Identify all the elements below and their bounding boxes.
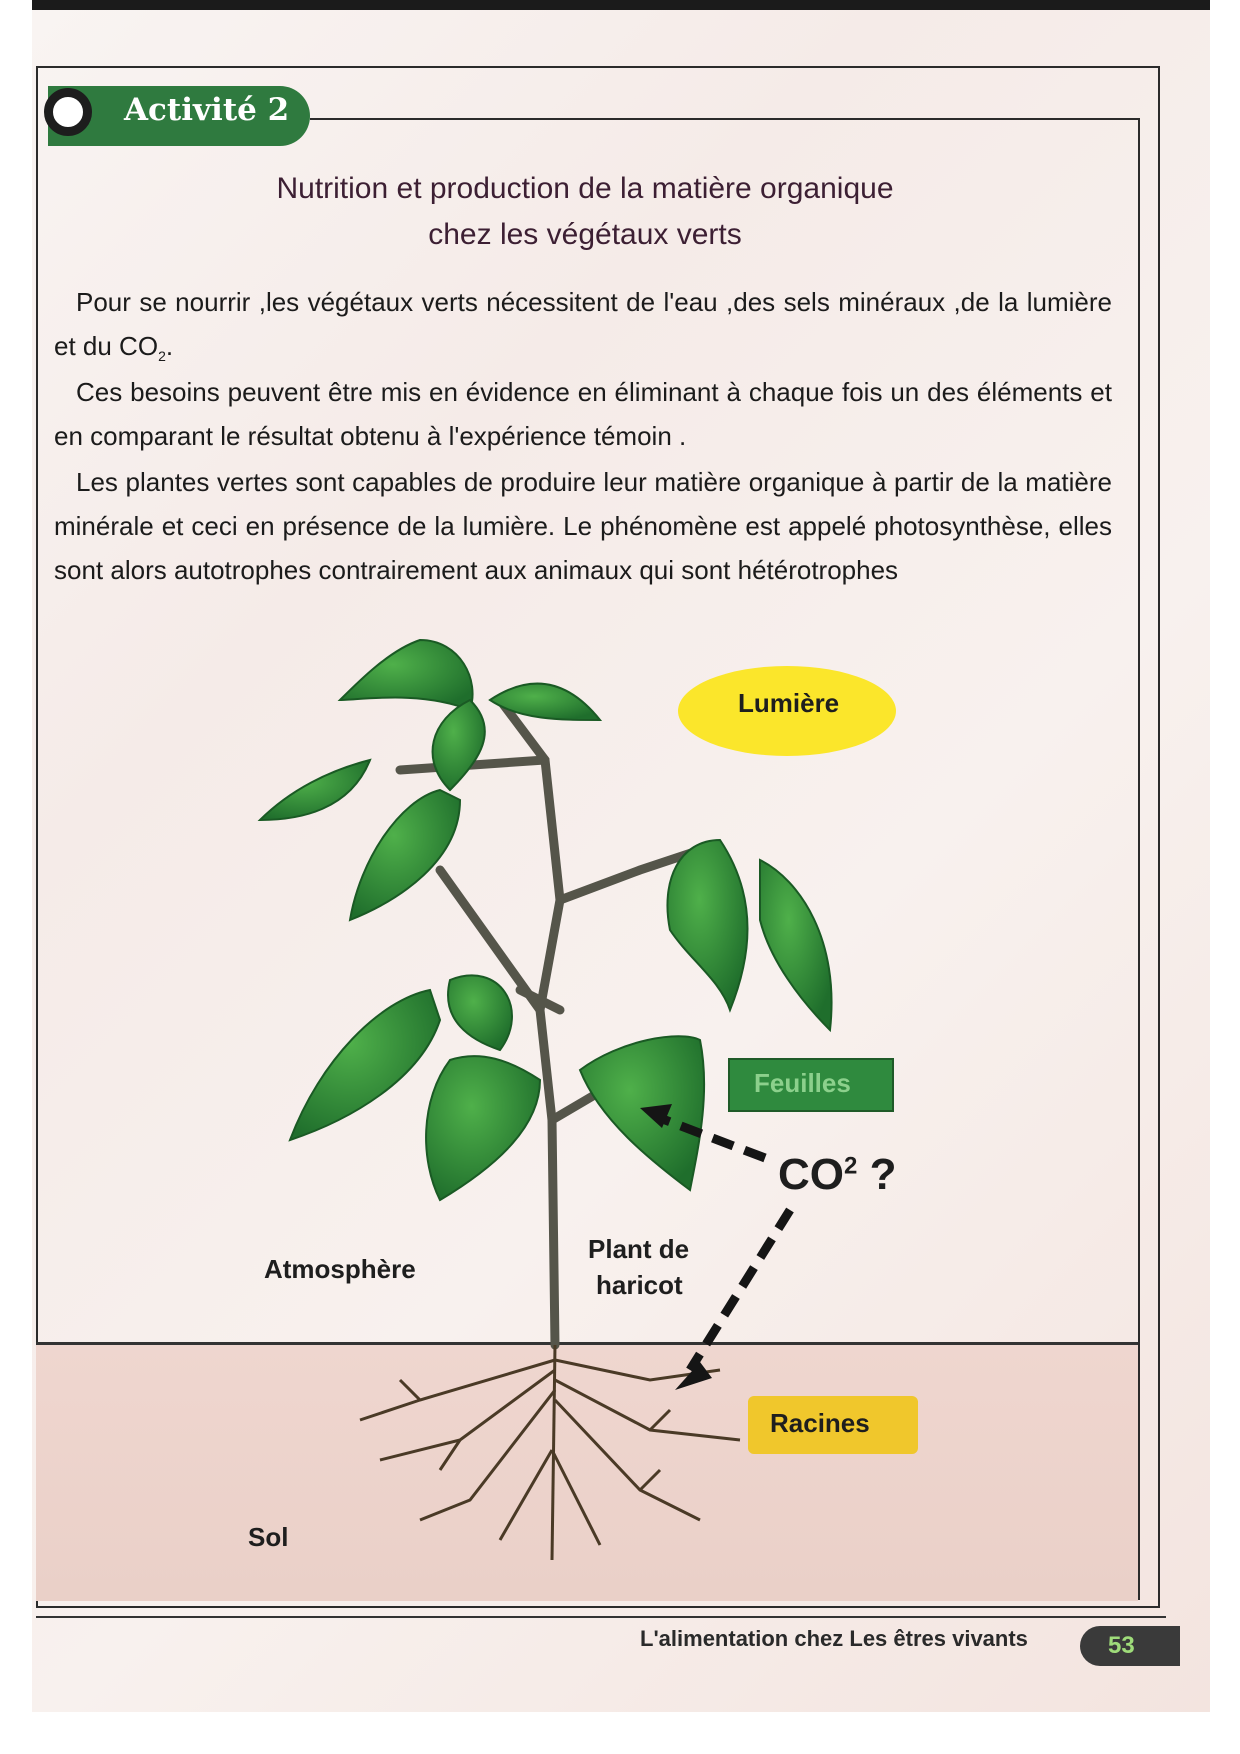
label-atmosphere: Atmosphère: [264, 1254, 416, 1284]
paragraph-1-end: .: [165, 331, 174, 361]
label-feuilles: Feuilles: [754, 1068, 851, 1098]
footer-rule: [36, 1616, 1166, 1618]
leaf-right-1: [667, 840, 747, 1010]
title-line-2: chez les végétaux verts: [428, 218, 742, 251]
roots-group: [360, 1345, 740, 1560]
co2-base: CO: [778, 1150, 844, 1199]
leaf-mid-left: [350, 790, 460, 920]
label-plant-line-1: Plant de: [588, 1234, 690, 1264]
leaf-top-left: [340, 640, 473, 710]
label-co2: [778, 1150, 896, 1200]
paragraph-2-text: Ces besoins peuvent être mis en évidence en éliminant à chaque fois un des éléments et en comparant le résultat obtenu à l'expérience témoin .: [54, 377, 1112, 451]
co2-question: ?: [857, 1150, 897, 1199]
co2-sup: 2: [844, 1152, 858, 1180]
label-racines: Racines: [770, 1408, 870, 1438]
leaf-top-center: [433, 700, 485, 790]
co2-subscript: 2: [158, 348, 166, 365]
label-plant-line-2: haricot: [596, 1270, 683, 1300]
leaf-low-left-2: [448, 975, 512, 1050]
page-number-badge: [1080, 1626, 1180, 1666]
leaf-low-right: [580, 1036, 704, 1190]
title-line-1: Nutrition et production de la matière organique: [276, 172, 894, 205]
activity-label: Activité 2: [124, 92, 290, 128]
label-lumiere: Lumière: [738, 688, 840, 718]
leaf-low-left-1: [290, 990, 440, 1140]
label-sol: Sol: [248, 1522, 289, 1552]
paragraph-3-text: Les plantes vertes sont capables de produire leur matière organique à partir de la matière minérale et ceci en présence de la lumière. Le phénomène est appelé photosynthèse, elles sont alors autotrophes contrairement aux animaux qui sont hétérotrophes: [54, 467, 1112, 585]
leaf-right-2: [760, 860, 832, 1030]
leaf-low-center: [426, 1056, 540, 1200]
leaf-small-left: [260, 760, 370, 820]
footer-text: L'alimentation chez Les êtres vivants: [640, 1626, 1028, 1651]
page-number: 53: [1108, 1632, 1135, 1659]
paragraph-1-text: Pour se nourrir ,les végétaux verts nécessitent de l'eau ,des sels minéraux ,de la lumière et du CO: [54, 287, 1112, 361]
